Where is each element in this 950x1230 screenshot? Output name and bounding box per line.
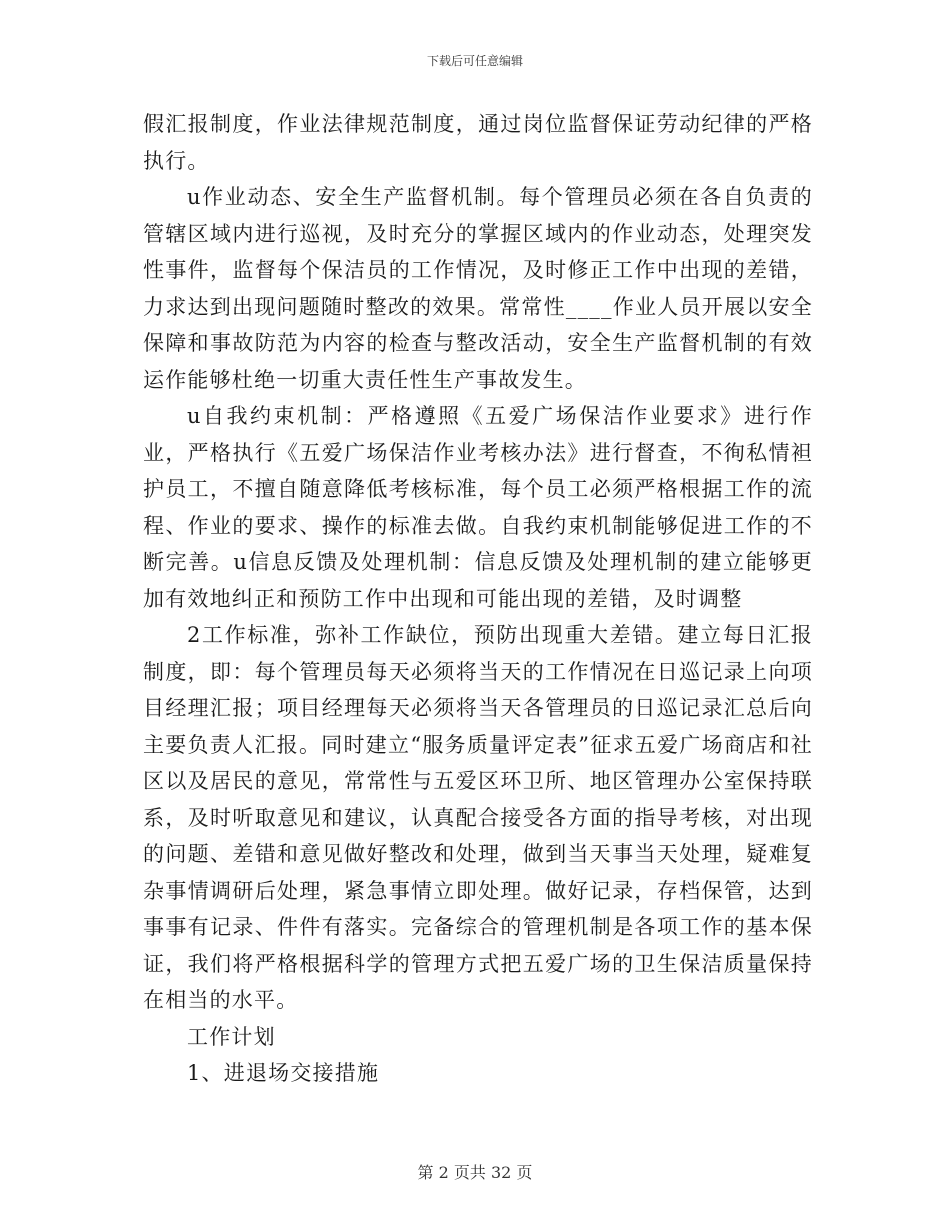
section-title: 工作计划 [187, 1024, 276, 1049]
paragraph-supervision-mechanism: u作业动态、安全生产监督机制。每个管理员必须在各自负责的管辖区域内进行巡视，及时充分的掌握区域内的作业动态，处理突发性事件，监督每个保洁员的工作情况，及时修正工作中出现的差错，力求达到出现问题随时整改的效果。常常性____作业人员开展以安全保障和事故防范为内容的检查与整改活动，安全生产监督机制的有效运作能够杜绝一切重大责任性生产事故发生。 [143, 185, 813, 392]
document-body [143, 106, 813, 1092]
paragraph-continuation: 假汇报制度，作业法律规范制度，通过岗位监督保证劳动纪律的严格执行。 [143, 112, 813, 173]
subsection-title: 1、进退场交接措施 [187, 1061, 380, 1085]
page-footer: 第 2 页共 32 页 [417, 1163, 533, 1182]
page-header: 下载后可任意编辑 [426, 54, 523, 68]
paragraph-work-standard: 2工作标准，弥补工作缺位，预防出现重大差错。建立每日汇报制度，即：每个管理员每天必须将当天的工作情况在日巡记录上向项目经理汇报；项目经理每天必须将当天各管理员的日巡记录汇总后向主要负责人汇报。同时建立“服务质量评定表”征求五爱广场商店和社区以及居民的意见，常常性与五爱区环卫所、地区管理办公室保持联系，及时听取意见和建议，认真配合接受各方面的指导考核，对出现的问题、差错和意见做好整改和处理，做到当天事当天处理，疑难复杂事情调研后处理，紧急事情立即处理。做好记录，存档保管，达到事事有记录、件件有落实。完备综合的管理机制是各项工作的基本保证，我们将严格根据科学的管理方式把五爱广场的卫生保洁质量保持在相当的水平。 [143, 623, 813, 1012]
paragraph-self-restraint-mechanism: u自我约束机制：严格遵照《五爱广场保洁作业要求》进行作业，严格执行《五爱广场保洁作业考核办法》进行督查，不徇私情袒护员工，不擅自随意降低考核标准，每个员工必须严格根据工作的流程、作业的要求、操作的标准去做。自我约束机制能够促进工作的不断完善。u信息反馈及处理机制：信息反馈及处理机制的建立能够更加有效地纠正和预防工作中出现和可能出现的差错，及时调整 [143, 404, 813, 611]
